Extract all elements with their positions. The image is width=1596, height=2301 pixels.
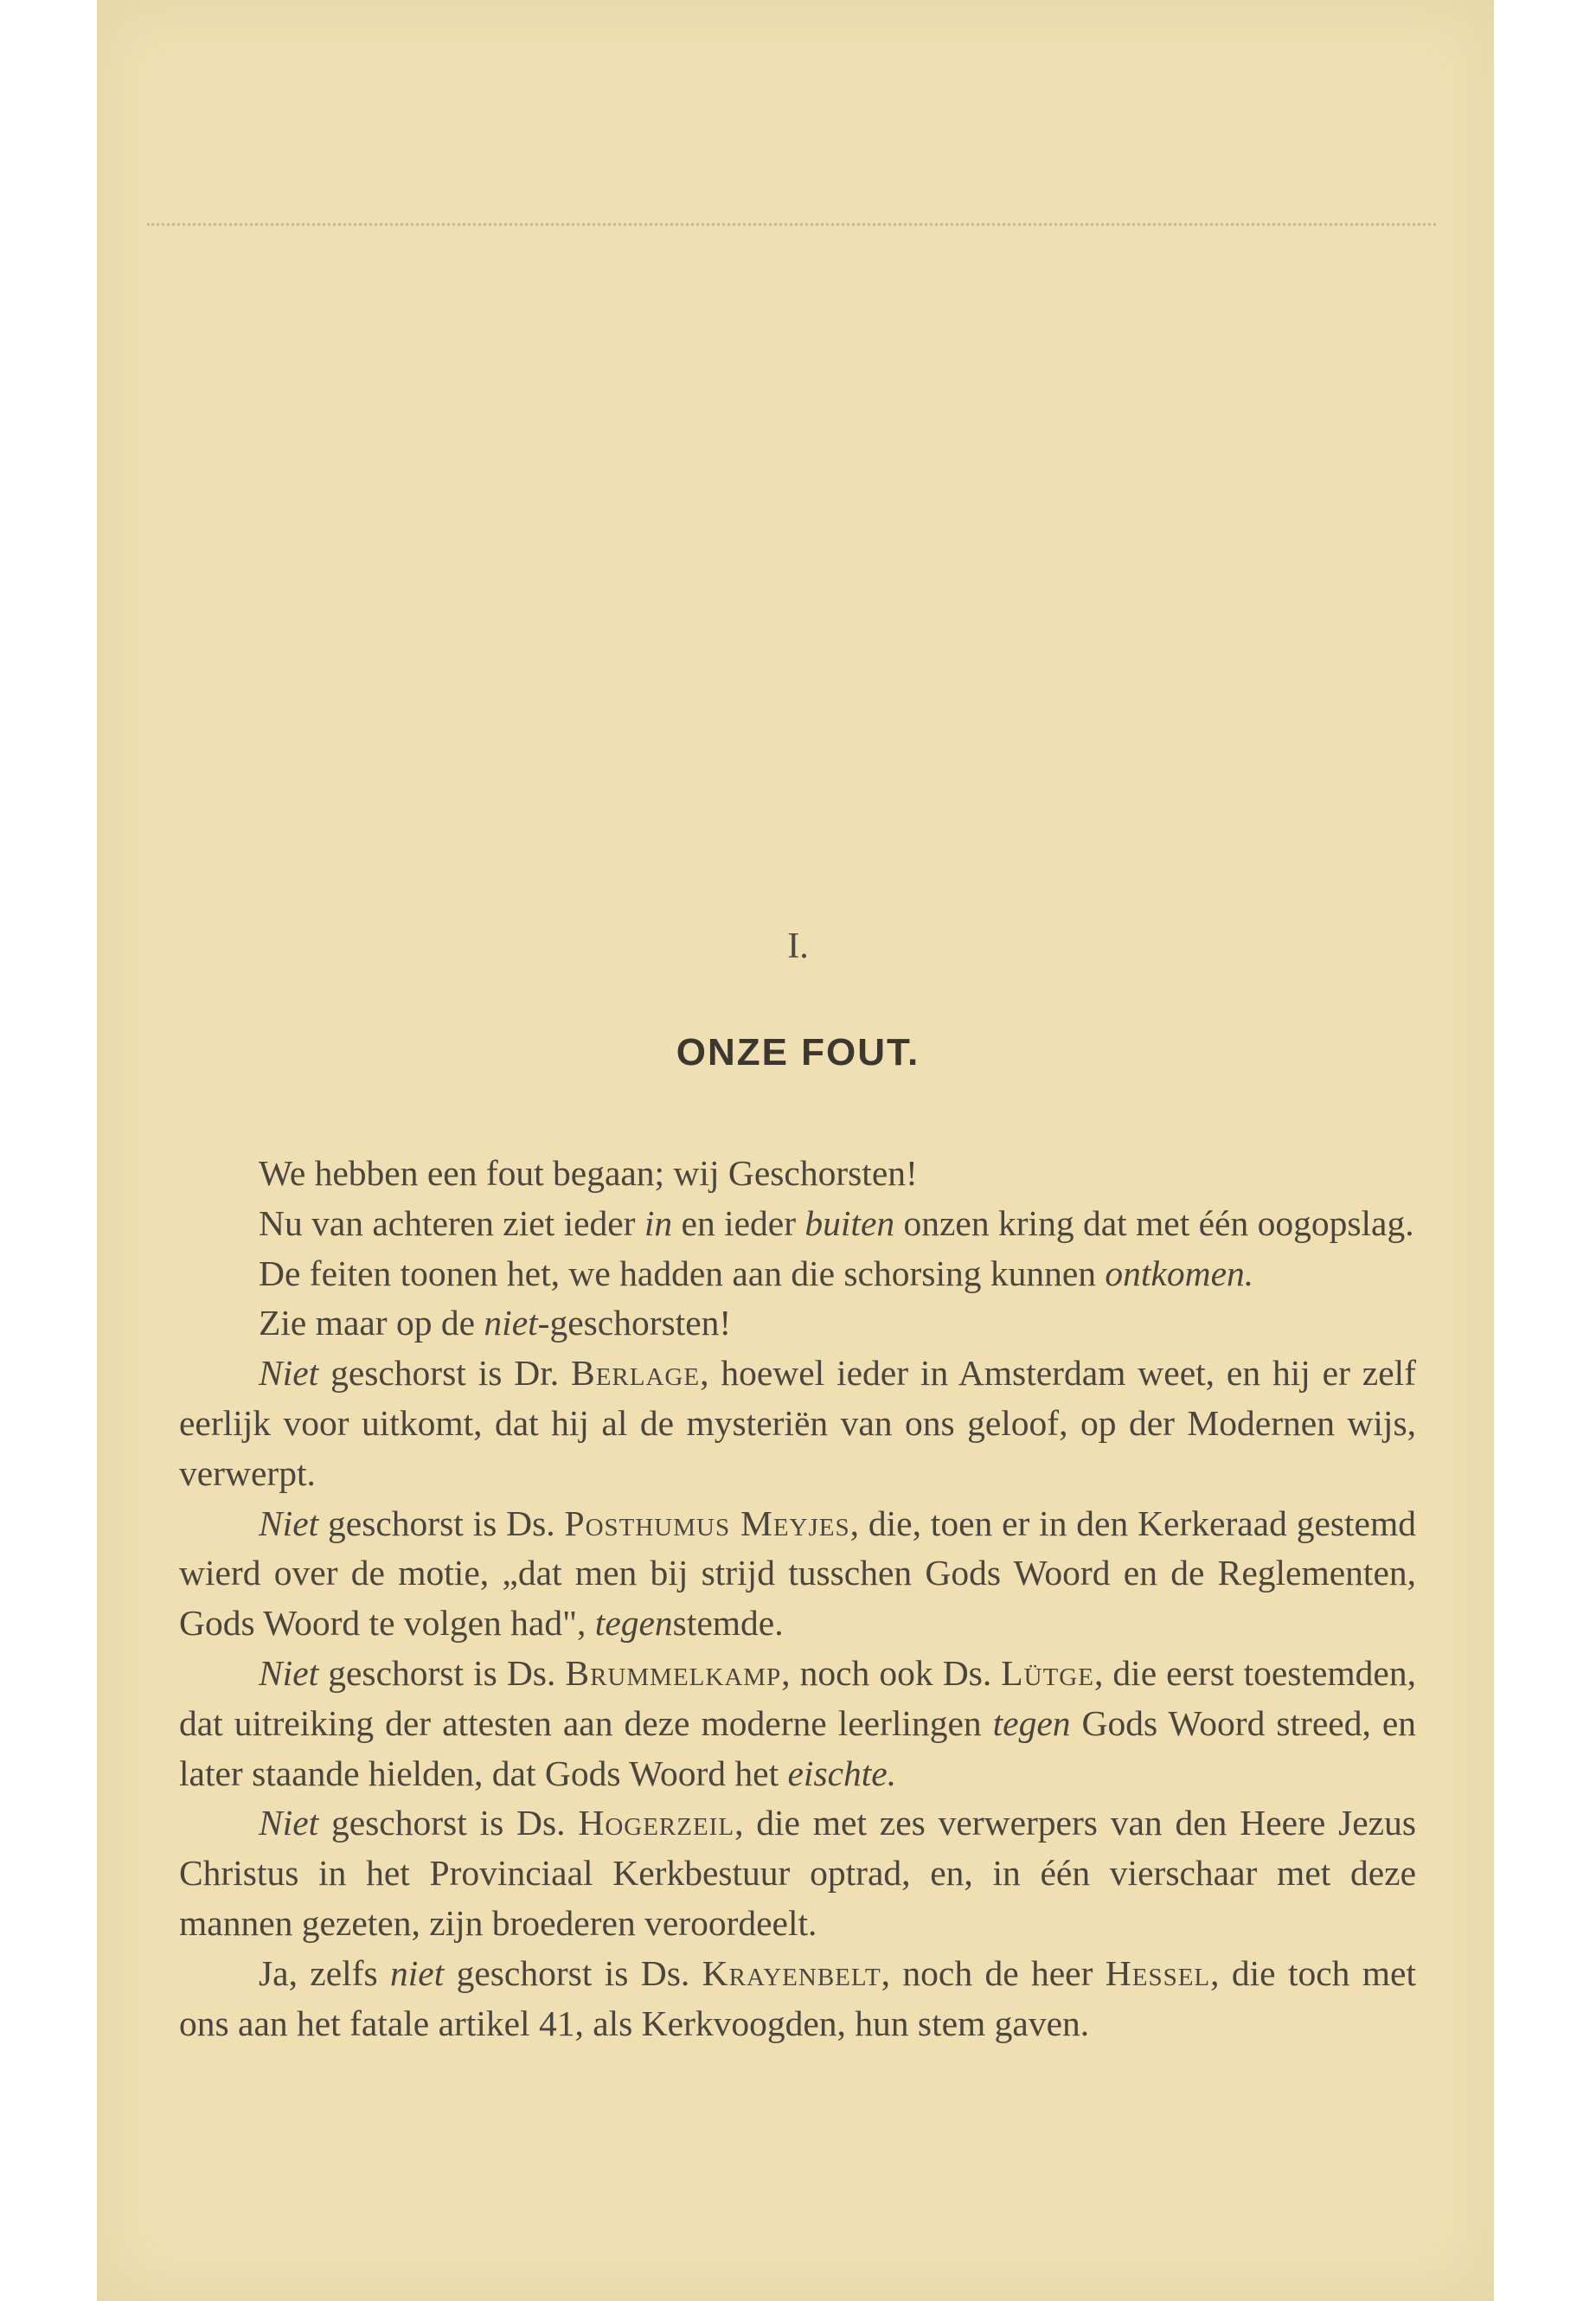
paragraph xyxy=(179,1199,1416,1249)
text-run: stemde. xyxy=(672,1603,784,1644)
body-text xyxy=(179,1149,1416,2048)
text-run: onzen kring dat met één oogopslag. xyxy=(894,1202,1414,1243)
paragraph xyxy=(179,1149,1416,1199)
text-run: We hebben een fout begaan; wij Geschorsten! xyxy=(259,1153,918,1193)
text-run: -geschorsten! xyxy=(537,1303,732,1343)
text-run: De feiten toonen het, we hadden aan die schorsing kunnen xyxy=(259,1253,1106,1293)
emphasis: tegen xyxy=(992,1702,1071,1743)
emphasis: tegen xyxy=(594,1603,673,1644)
paragraph xyxy=(179,1649,1416,1798)
text-run: , hoewel ieder in Amsterdam weet, en hij er zelf eerlijk voor uitkomt, dat hij al de mysteriën van ons geloof, op der Modernen wijs, verwerpt. xyxy=(179,1353,1416,1493)
paragraph xyxy=(179,1349,1416,1498)
text-run: , die eerst toestemden, dat uitreiking der attesten aan deze moderne leerlingen xyxy=(179,1652,1416,1743)
text-run: geschorst is Dr. xyxy=(318,1353,572,1394)
paragraph xyxy=(179,1499,1416,1649)
text-run: geschorst is Ds. xyxy=(318,1503,565,1543)
text-run: en ieder xyxy=(672,1202,805,1243)
chapter-numeral: I. xyxy=(787,926,809,966)
emphasis: Niet xyxy=(259,1503,319,1543)
person-name: Hessel xyxy=(1105,1952,1211,1993)
person-name: Lütge xyxy=(1001,1652,1094,1693)
emphasis: ontkomen. xyxy=(1105,1253,1254,1293)
text-run: , die toch met ons aan het fatale artikel 41, als Kerkvoogden, hun stem gaven. xyxy=(179,1952,1416,2043)
text-run: geschorst is Ds. xyxy=(318,1803,579,1843)
person-name: Hogerzeil xyxy=(578,1803,735,1843)
text-run: , die met zes verwerpers van den Heere Jezus Christus in het Provinciaal Kerkbestuur optrad, en, in één vierschaar met deze mannen gezeten, zijn broederen veroordeelt. xyxy=(179,1803,1416,1943)
paragraph xyxy=(179,1298,1416,1349)
emphasis: Niet xyxy=(259,1652,319,1693)
emphasis: niet xyxy=(390,1952,445,1993)
chapter-title: ONZE FOUT. xyxy=(676,1031,920,1074)
text-run: , noch de heer xyxy=(881,1952,1106,1993)
text-run: Ja, zelfs xyxy=(259,1952,391,1993)
person-name: Brummelkamp xyxy=(565,1652,782,1693)
emphasis: niet xyxy=(484,1303,538,1343)
emphasis: buiten xyxy=(804,1202,895,1243)
header-rule xyxy=(147,223,1436,226)
text-run: , noch ook Ds. xyxy=(781,1652,1002,1693)
emphasis: eischte. xyxy=(787,1753,897,1793)
paragraph xyxy=(179,1798,1416,1948)
text-run: geschorst is Ds. xyxy=(318,1652,566,1693)
text-run: Nu van achteren ziet ieder xyxy=(259,1202,644,1243)
person-name: Posthumus Meyjes xyxy=(564,1503,850,1543)
emphasis: in xyxy=(644,1202,673,1243)
text-run: geschorst is Ds. xyxy=(444,1952,702,1993)
text-run: Zie maar op de xyxy=(259,1303,484,1343)
emphasis: Niet xyxy=(259,1353,319,1394)
emphasis: Niet xyxy=(259,1803,319,1843)
person-name: Berlage xyxy=(571,1353,701,1394)
paragraph xyxy=(179,1949,1416,2049)
person-name: Krayenbelt xyxy=(702,1952,881,1993)
text-run: Gods Woord streed, en later staande hielden, dat Gods Woord het xyxy=(179,1702,1416,1793)
paragraph xyxy=(179,1249,1416,1299)
text-run: , die, toen er in den Kerkeraad gestemd wierd over de motie, „dat men bij strijd tusschen Gods Woord en de Reglementen, Gods Woord te volgen had", xyxy=(179,1503,1417,1644)
